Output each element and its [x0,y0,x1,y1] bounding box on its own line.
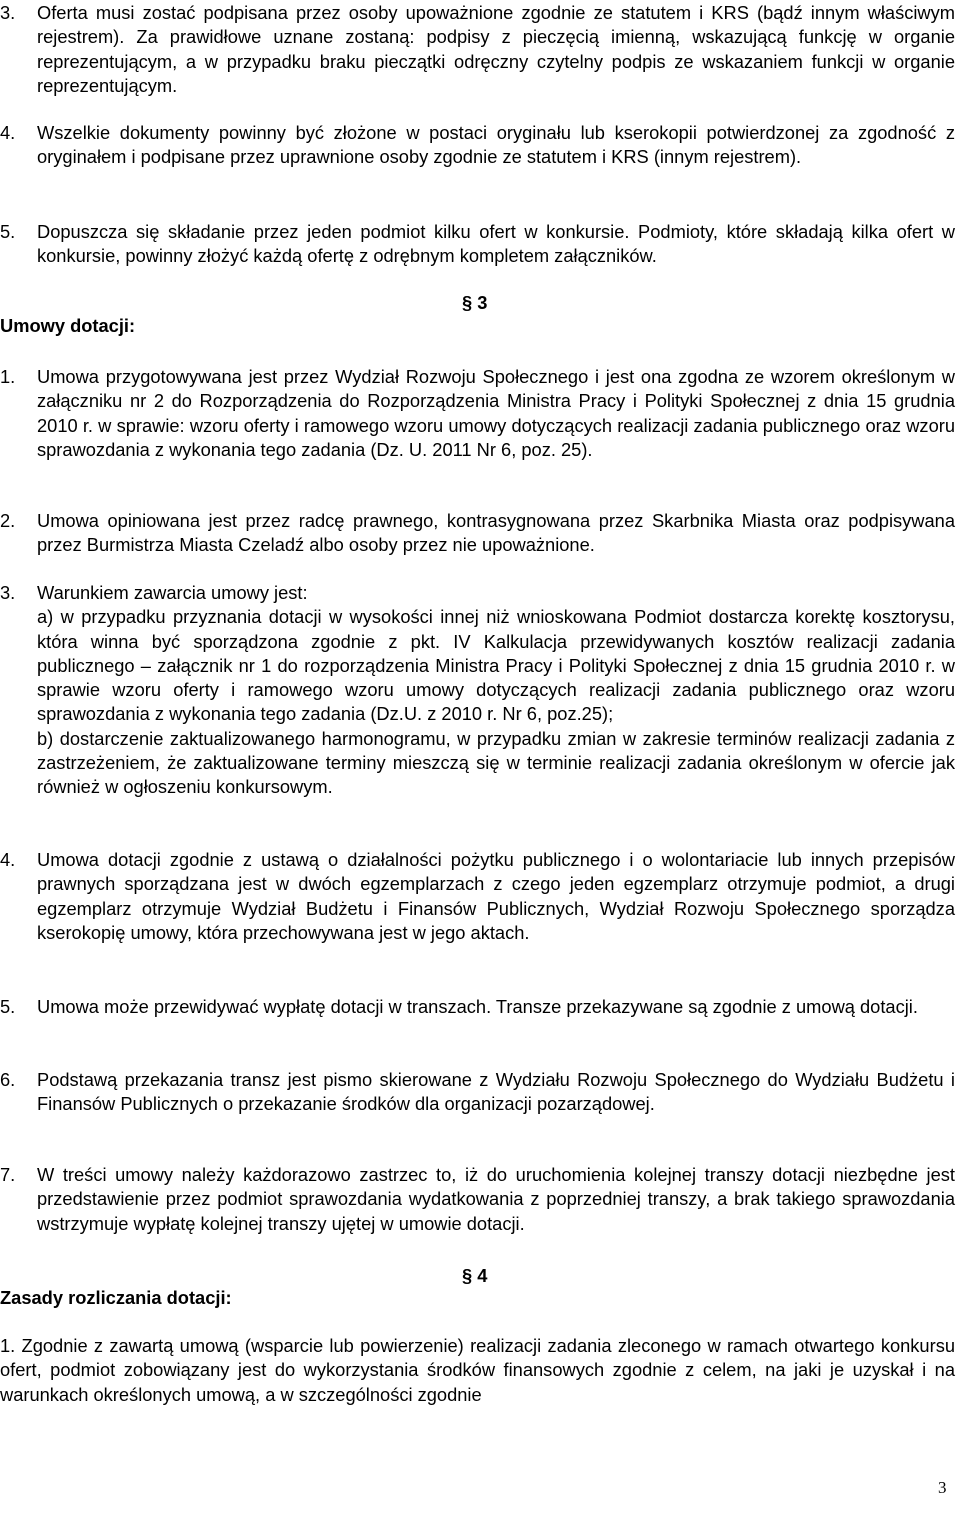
list-item [0,848,955,945]
section-heading-umowy: Umowy dotacji: [0,315,136,336]
item-text: Dopuszcza się składanie przez jeden podmiot kilku ofert w konkursie. Podmioty, które składają kilka ofert w konkursie, powinny złożyć każdą ofertę z odrębnym kompletem załączników. [37,221,955,267]
item-text: W treści umowy należy każdorazowo zastrzec to, iż do uruchomienia kolejnej transzy dotacji niezbędne jest przedstawienie przez podmiot sprawozdania wydatkowania z poprzedniej transzy, a brak takiego sprawozdania wstrzymuje wypłatę kolejnej transzy ujętej w umowie dotacji. [37,1164,955,1234]
item-text: Umowa może przewidywać wypłatę dotacji w transzach. Transze przekazywane są zgodnie z umową dotacji. [37,996,918,1017]
item-text: Podstawą przekazania transz jest pismo skierowane z Wydziału Rozwoju Społecznego do Wydziału Budżetu i Finansów Publicznych o przekazanie środków dla organizacji pozarządowej. [37,1069,955,1115]
page-number: 3 [938,1478,947,1497]
section4-paragraph: 1. Zgodnie z zawartą umową (wsparcie lub powierzenie) realizacji zadania zleconego w ramach otwartego konkursu ofert, podmiot zobowiązany jest do wykorzystania środków finansowych zgodnie z celem, na jaki je uzyskał i na warunkach określonych umową, a w szczególności zgodnie [0,1335,955,1405]
sub-item-b: b) dostarczenie zaktualizowanego harmonogramu, w przypadku zmian w zakresie terminów realizacji zadania z zastrzeżeniem, że zaktualizowane terminy mieszczą się w terminie realizacji zadania określonym w ofercie jak również w ogłoszeniu konkursowym. [37,727,955,798]
item-number: 5. [0,221,16,242]
list-item [0,1068,955,1117]
item-number: 7. [0,1164,16,1185]
list-item [0,1163,955,1236]
item-text: Umowa opiniowana jest przez radcę prawnego, kontrasygnowana przez Skarbnika Miasta oraz podpisywana przez Burmistrza Miasta Czeladź albo osoby przez nie upoważnione. [37,510,955,556]
item-number: 3. [0,2,16,23]
list-item [0,581,955,800]
item-text: Wszelkie dokumenty powinny być złożone w postaci oryginału lub kserokopii potwierdzonej za zgodność z oryginałem i podpisane przez uprawnione osoby zgodnie ze statutem i KRS (innym rejestrem). [37,122,955,168]
list-item [0,509,955,558]
item-number: 4. [0,122,16,143]
item-text: Umowa przygotowywana jest przez Wydział Rozwoju Społecznego i jest ona zgodna ze wzorem określonym w załączniku nr 2 do Rozporządzenia do Rozporządzenia Ministra Pracy i Polityki Społecznej z dnia 15 grudnia 2010 r. w sprawie: wzoru oferty i ramowego wzoru umowy dotyczących realizacji zadania publicznego oraz wzoru sprawozdania z wykonania tego zadania (Dz. U. 2011 Nr 6, poz. 25). [37,366,955,460]
list-item [0,365,955,462]
item-number: 1. [0,366,16,387]
item-text: Warunkiem zawarcia umowy jest: [37,582,308,603]
list-item [0,220,955,269]
item-text: Oferta musi zostać podpisana przez osoby upoważnione zgodnie ze statutem i KRS (bądź innym właściwym rejestrem). Za prawidłowe uznane zostaną: podpisy z pieczęcią imienną, wskazującą funkcję w organie reprezentującym, a w przypadku braku pieczątki odręczny czytelny podpis ze wskazaniem funkcji w organie reprezentującym. [37,2,955,96]
item-text: Umowa dotacji zgodnie z ustawą o działalności pożytku publicznego i o wolontariacie lub innych przepisów prawnych sporządzana jest w dwóch egzemplarzach z czego jeden egzemplarz otrzymuje podmiot, a drugi egzemplarz otrzymuje Wydział Budżetu i Finansów Publicznych, Wydział Rozwoju Społecznego sporządza kserokopię umowy, która przechowywana jest w jego aktach. [37,849,955,943]
item-number: 6. [0,1069,16,1090]
list-item [0,121,955,170]
item-number: 4. [0,849,16,870]
sub-item-a: a) w przypadku przyznania dotacji w wysokości innej niż wnioskowana Podmiot dostarcza korektę kosztorysu, która winna być sporządzona zgodnie z pkt. IV Kalkulacja przewidywanych kosztów realizacji zadania publicznego – załącznik nr 1 do rozporządzenia Ministra Pracy i Polityki Społecznej z dnia 15 grudnia 2010 r. w sprawie wzoru oferty i ramowego wzoru umowy dotyczących realizacji zadania publicznego oraz wzoru sprawozdania z wykonania tego zadania (Dz.U. z 2010 r. Nr 6, poz.25); [37,606,955,725]
section-sign-3: § 3 [462,292,488,313]
item-number: 3. [0,582,16,603]
list-item [0,995,955,1019]
list-item [0,1,955,98]
item-number: 2. [0,510,16,531]
section-heading-zasady: Zasady rozliczania dotacji: [0,1287,232,1308]
item-number: 5. [0,996,16,1017]
section-sign-4: § 4 [462,1265,488,1286]
